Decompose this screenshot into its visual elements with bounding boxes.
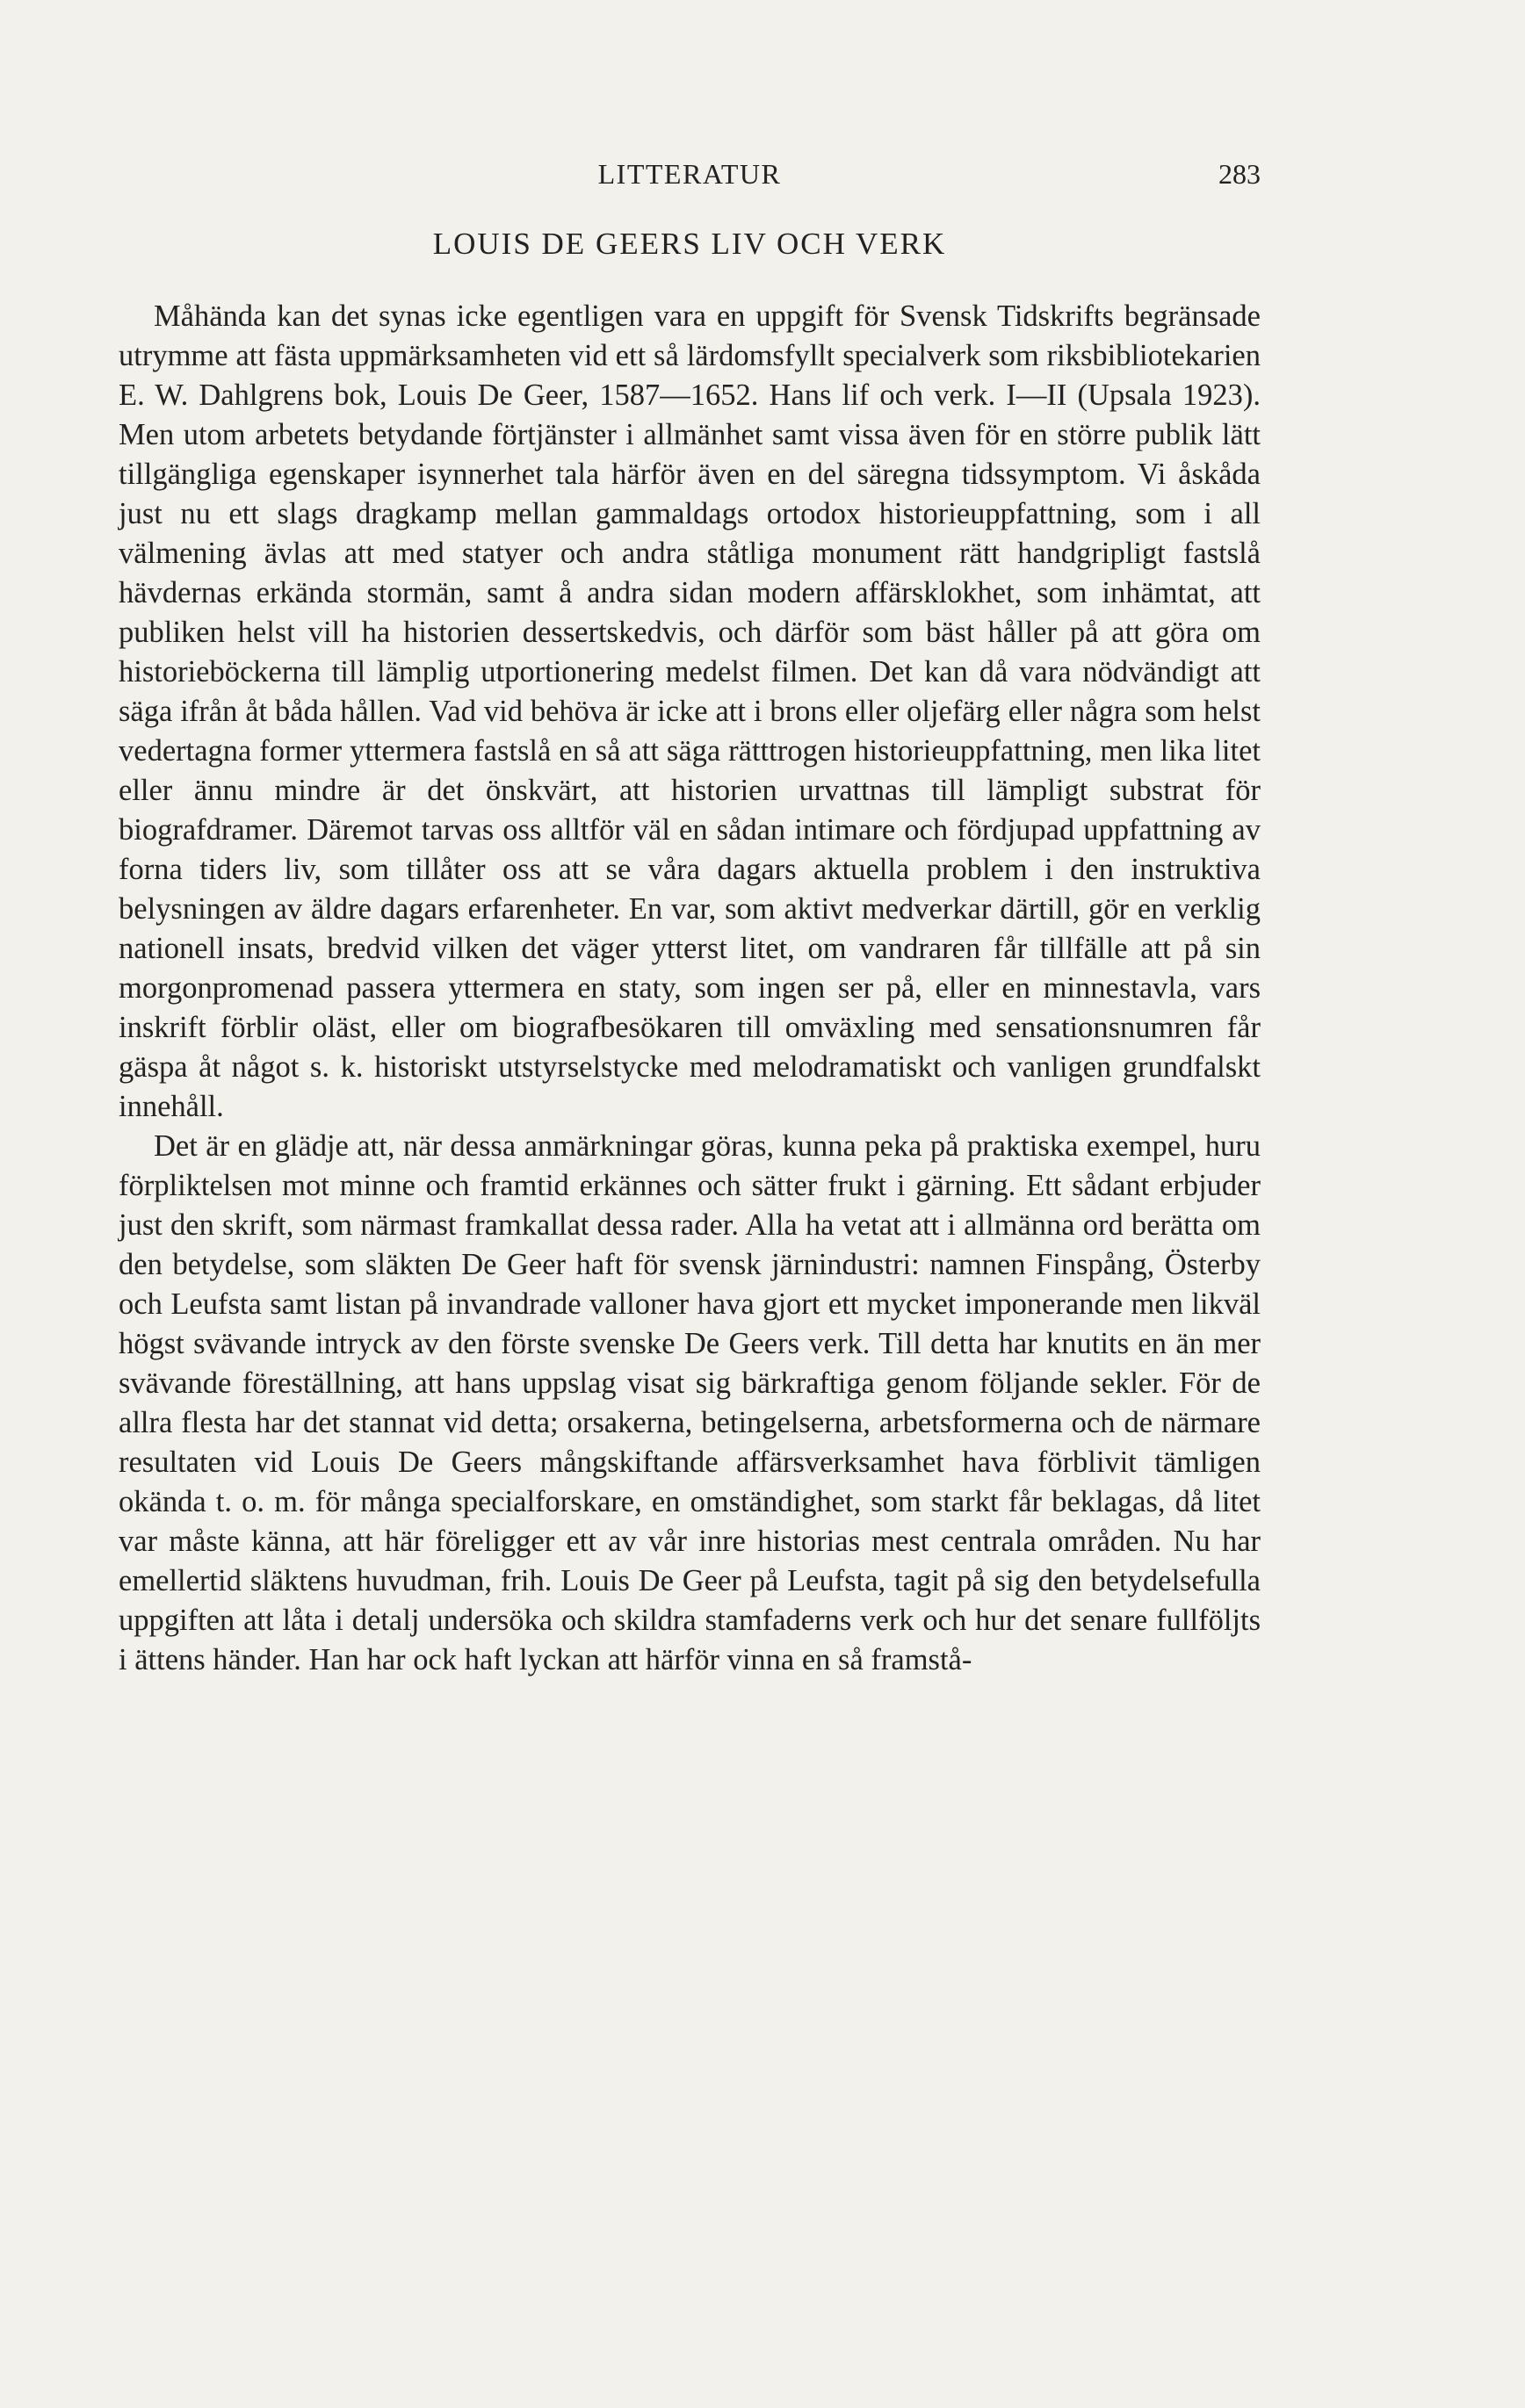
running-header-title: LITTERATUR <box>597 158 782 190</box>
article-title: LOUIS DE GEERS LIV OCH VERK <box>432 227 947 261</box>
page-number: 283 <box>1218 158 1261 190</box>
paragraph-1: Måhända kan det synas icke egentligen vara en uppgift för Svensk Tidskrifts begränsade utrymme att fästa uppmärksamheten vid ett så lärdomsfyllt specialverk som riksbibliotekarien E. W. Dahlgrens bok, Louis De Geer, 1587—1652. Hans lif och verk. I—II (Upsala 1923). Men utom arbetets betydande förtjänster i allmänhet samt vissa även för en större publik lätt tillgängliga egenskaper isynnerhet tala härför även en del säregna tidssymptom. Vi åskåda just nu ett slags dragkamp mellan gammaldags ortodox historieuppfattning, som i all välmening ävlas att med statyer och andra ståtliga monument rätt handgripligt fastslå hävdernas erkända stormän, samt å andra sidan modern affärsklokhet, som inhämtat, att publiken helst vill ha historien dessertskedvis, och därför som bäst håller på att göra om historieböckerna till lämplig utportionering medelst filmen. Det kan då vara nödvändigt att säga ifrån åt båda hållen. Vad vid behöva är icke att i brons eller oljefärg eller några som helst vedertagna former yttermera fastslå en så att säga rätttrogen historieuppfattning, men lika litet eller ännu mindre är det önskvärt, att historien urvattnas till lämpligt substrat för biografdramer. Däremot tarvas oss alltför väl en sådan intimare och fördjupad uppfattning av forna tiders liv, som tillåter oss att se våra dagars aktuella problem i den instruktiva belysningen av äldre dagars erfarenheter. En var, som aktivt medverkar därtill, gör en verklig nationell insats, bredvid vilken det väger ytterst litet, om vandraren får tillfälle att på sin morgonpromenad passera yttermera en staty, som ingen ser på, eller en minnestavla, vars inskrift förblir oläst, eller om biografbesökaren till omväxling med sensationsnumren får gäspa åt något s. k. historiskt utstyrselstycke med melodramatiskt och vanligen grundfalskt innehåll. <box>119 299 1261 1123</box>
paragraph-2: Det är en glädje att, när dessa anmärkningar göras, kunna peka på praktiska exempel, huru förpliktelsen mot minne och framtid erkännes och sätter frukt i gärning. Ett sådant erbjuder just den skrift, som närmast framkallat dessa rader. Alla ha vetat att i allmänna ord berätta om den betydelse, som släkten De Geer haft för svensk järnindustri: namnen Finspång, Österby och Leufsta samt listan på invandrade valloner hava gjort ett mycket imponerande men likväl högst svävande intryck av den förste svenske De Geers verk. Till detta har knutits en än mer svävande föreställning, att hans uppslag visat sig bärkraftiga genom följande sekler. För de allra flesta har det stannat vid detta; orsakerna, betingelserna, arbetsformerna och de närmare resultaten vid Louis De Geers mångskiftande affärsverksamhet hava förblivit tämligen okända t. o. m. för många specialforskare, en omständighet, som starkt får beklagas, då litet var måste känna, att här föreligger ett av vår inre historias mest centrala områden. Nu har emellertid släktens huvudman, frih. Louis De Geer på Leufsta, tagit på sig den betydelsefulla uppgiften att låta i detalj undersöka och skildra stamfaderns verk och hur det senare fullföljts i ättens händer. Han har ock haft lyckan att härför vinna en så framstå- <box>119 1129 1261 1676</box>
article-body <box>119 297 1261 1680</box>
running-header <box>119 158 1261 202</box>
